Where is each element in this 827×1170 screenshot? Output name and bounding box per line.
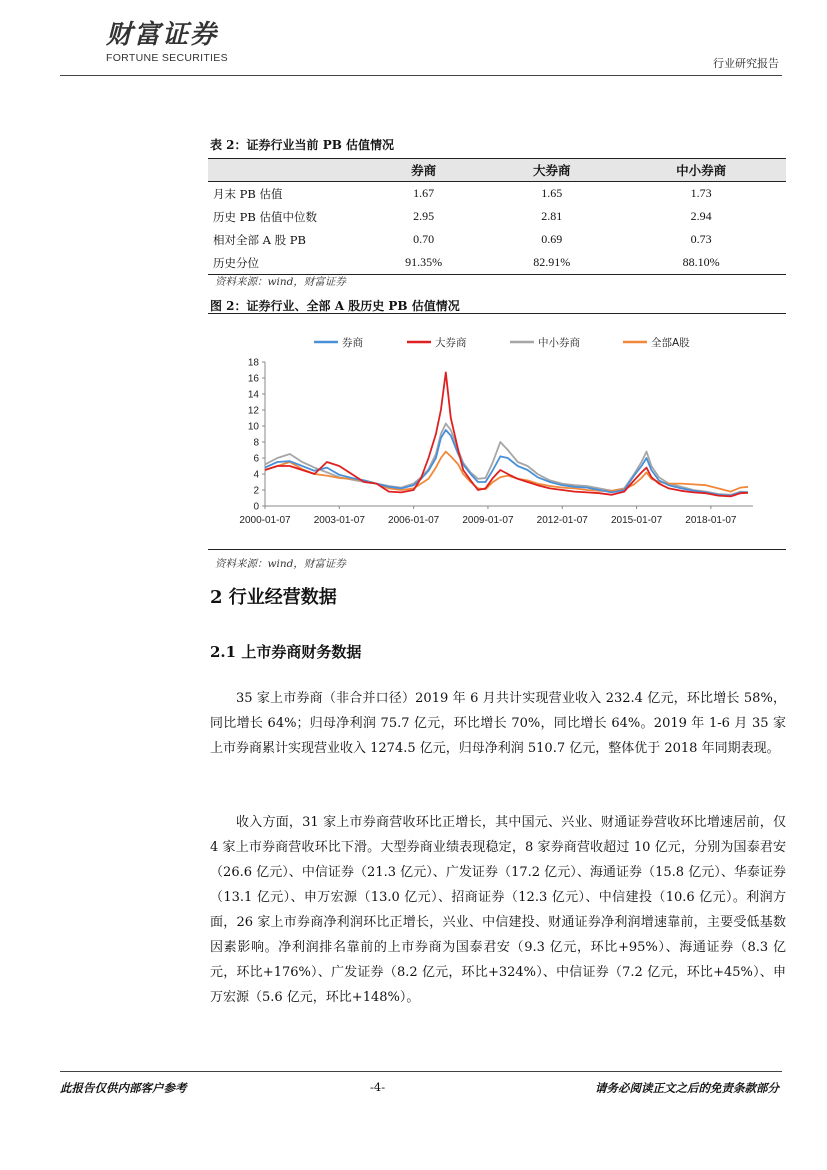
row-label: 历史 PB 估值中位数	[213, 209, 317, 224]
x-tick-label: 2003-01-07	[313, 515, 365, 526]
y-tick-label: 18	[247, 357, 259, 369]
y-tick-label: 10	[247, 421, 259, 433]
table-cell: 82.91%	[533, 255, 571, 269]
row-label: 相对全部 A 股 PB	[213, 232, 306, 247]
table-source: 资料来源：wind，财富证券	[215, 276, 346, 288]
y-tick-label: 8	[253, 437, 259, 449]
footer-disclaimer-left: 此报告仅供内部客户参考	[60, 1081, 187, 1095]
pb-history-chart	[208, 318, 786, 546]
section-heading: 2 行业经营数据	[210, 587, 337, 608]
table-title: 表 2：证券行业当前 PB 估值情况	[210, 138, 395, 152]
y-tick-label: 14	[247, 389, 259, 401]
x-tick-label: 2012-01-07	[536, 515, 588, 526]
legend-label: 全部A股	[651, 337, 690, 349]
y-tick-label: 2	[253, 485, 259, 497]
table-cell: 2.94	[690, 209, 712, 223]
x-tick-label: 2015-01-07	[610, 515, 663, 526]
table-row	[208, 228, 786, 251]
footer-disclaimer-right: 请务必阅读正文之后的免责条款部分	[595, 1081, 779, 1095]
legend-label: 券商	[342, 337, 363, 349]
table-row	[208, 205, 786, 228]
table-row	[208, 182, 786, 206]
table-cell: 0.70	[413, 232, 435, 246]
header-divider	[60, 75, 782, 76]
table-header-cell: 中小券商	[676, 163, 727, 178]
table-header-cell: 券商	[411, 163, 437, 178]
table-row	[208, 251, 786, 275]
table-cell: 2.81	[541, 209, 563, 223]
x-tick-label: 2006-01-07	[388, 515, 440, 526]
paragraph: 收入方面，31 家上市券商营收环比正增长，其中国元、兴业、财通证券营收环比增速居前，仅 4 家上市券商营收环比下滑。大型券商业绩表现稳定，8 家券商营收超过 10 亿元，分别为国泰君安（26.6 亿元）、中信证券（21.3 亿元）、广发证券（17.2 亿元）、海通证券（15.8 亿元）、华泰证券（13.1 亿元）、申万宏源（13.0 亿元）、招商证券（12.3 亿元）、中信建投（10.6 亿元）。利润方面，26 家上市券商净利润环比正增长，兴业、中信建投、财通证券净利润增速靠前，主要受低基数因素影响。净利润排名靠前的上市券商为国泰君安（9.3 亿元，环比+95%）、海通证券（8.3 亿元，环比+176%）、广发证券（8.2 亿元，环比+324%）、中信证券（7.2 亿元，环比+45%）、申万宏源（5.6 亿元，环比+148%）。	[210, 815, 786, 1005]
footer-divider	[60, 1071, 782, 1072]
row-label: 历史分位	[213, 255, 259, 270]
logo-chinese: 财富证券	[106, 20, 219, 50]
table-cell: 91.35%	[405, 255, 443, 269]
company-logo	[106, 20, 228, 64]
figure-bottom-rule	[208, 549, 786, 550]
table-cell: 0.73	[690, 232, 712, 246]
pb-valuation-table	[208, 158, 786, 275]
table-cell: 1.73	[690, 186, 712, 200]
table-header-cell: 大券商	[532, 163, 571, 178]
figure-title: 图 2：证券行业、全部 A 股历史 PB 估值情况	[210, 299, 460, 313]
y-tick-label: 0	[253, 501, 259, 513]
paragraph: 35 家上市券商（非合并口径）2019 年 6 月共计实现营业收入 232.4 亿元，环比增长 58%，同比增长 64%；归母净利润 75.7 亿元，环比增长 70%，同比增长 64%。2019 年 1-6 月 35 家上市券商累计实现营业收入 1274.5 亿元，归母净利润 510.7 亿元，整体优于 2018 年同期表现。	[210, 691, 786, 756]
table-header-row	[208, 159, 786, 182]
table-cell: 0.69	[541, 232, 563, 246]
y-tick-label: 4	[253, 469, 259, 481]
x-tick-label: 2000-01-07	[239, 515, 291, 526]
table-cell: 2.95	[413, 209, 435, 223]
subsection-heading: 2.1 上市券商财务数据	[210, 643, 362, 661]
row-label: 月末 PB 估值	[213, 186, 283, 201]
page-number: -4-	[370, 1080, 386, 1094]
figure-source: 资料来源：wind，财富证券	[215, 558, 346, 570]
y-tick-label: 12	[247, 405, 259, 417]
legend-label: 中小券商	[538, 337, 580, 349]
table-cell: 1.65	[541, 186, 563, 200]
table-cell: 88.10%	[682, 255, 720, 269]
table-header-cell	[208, 159, 360, 182]
x-tick-label: 2009-01-07	[462, 515, 514, 526]
logo-english: FORTUNE SECURITIES	[106, 52, 228, 64]
y-tick-label: 16	[247, 373, 259, 385]
figure-top-rule	[208, 313, 786, 314]
legend-label: 大券商	[435, 337, 467, 349]
y-tick-label: 6	[253, 453, 259, 465]
report-type: 行业研究报告	[713, 57, 779, 70]
x-tick-label: 2018-01-07	[685, 515, 737, 526]
table-cell: 1.67	[413, 186, 435, 200]
